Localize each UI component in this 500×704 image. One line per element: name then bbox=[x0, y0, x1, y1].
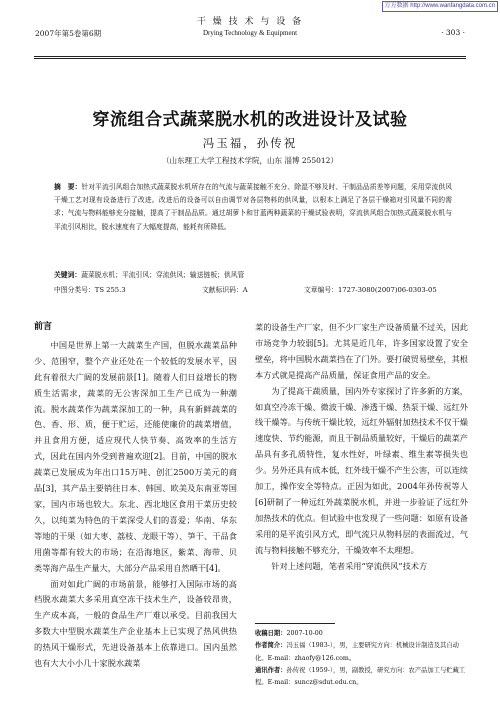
paper-title: 穿流组合式蔬菜脱水机的改进设计及试验 bbox=[92, 110, 408, 130]
authors: 冯玉福，孙传祝 bbox=[202, 136, 298, 150]
database-watermark: 万方数据 http://www.wanfangdata.com.cn bbox=[382, 1, 498, 12]
footnote-label: 作者简介： bbox=[255, 642, 287, 650]
abstract-label: 摘 要： bbox=[54, 183, 82, 191]
issue-info: 2007年第5卷第6期 bbox=[35, 29, 102, 38]
document-code: 文献标识码：A bbox=[202, 286, 248, 294]
keywords-text: 蔬菜脱水机；平流引风；穿流供风；输送链板；供风管 bbox=[81, 271, 245, 279]
keywords-label: 关键词： bbox=[54, 271, 82, 279]
footnote-text: 2007-10-00 bbox=[286, 630, 323, 637]
journal-name-cn: 干 燥 技 术 与 设 备 bbox=[196, 17, 304, 27]
abstract bbox=[54, 181, 452, 234]
article-number: 文章编号：1727-3080(2007)06-0303-05 bbox=[304, 286, 437, 294]
footnote-label: 通讯作者： bbox=[255, 666, 287, 674]
keywords bbox=[54, 269, 452, 279]
body-paragraph: 为了提高干蔬质量，国内外专家探讨了许多新的方案，如真空冷冻干燥、微波干燥、渗透干燥、热泵干燥、远红外线干燥等。与传统干燥比较，远红外辐射加热技术不仅干燥速度快、节约能源，而且干制品质量较好，干燥后的蔬菜产品具有多孔质特性，复水性好，叶绿素、维生素等损失也少。另外还具有成本低，红外线干燥不产生公害，可以连续加工，操作安全等特点。正因为如此，2004年孙传祝等人[6]研制了一种远红外蔬菜脱水机，并进一步验证了远红外加热技术的优点。但试验中也发现了一些问题：如原有设备采用的是平流引风方式，即气流只从物料层的表面流过，气流与物料接触不够充分，干燥效率不太理想。 bbox=[255, 385, 468, 555]
body-column-left bbox=[34, 320, 237, 672]
header-rule bbox=[34, 56, 466, 57]
body-paragraph: 中国是世界上第一大蔬菜生产国，但脱水蔬菜品种少、范围窄，整个产业还处在一个较低的发展水平，因此有着很大广阔的发展前景[1]。随着人们日益增长的物质生活需求，蔬菜的无公害深加工生产已成为一种潮流。脱水蔬菜作为蔬菜深加工的一种，具有新鲜蔬菜的色、香、形、质，便于贮运，还能使廉价的蔬菜增值，并且食用方便，适应现代人快节奏、高效率的生活方式，因此在国内外受到普遍欢迎[2]。目前，中国的脱水蔬菜已发展成为年出口15万吨、创汇2500万美元的商品[3]，其产品主要销往日本、韩国、欧美及东南亚等国家，国内市场也较大。东北、西北地区食用干菜历史较久，以纯菜为特色的干菜深受人们的喜爱；华南、华东等地的干果（如大枣、荔枝、龙眼干等）、笋干、干品食用菌等都有较大的市场；在沿海地区，紫菜、海带、贝类等海产品生产量大，大部分产品采用自然晒干[4]。 bbox=[34, 339, 237, 573]
affiliation: （山东理工大学工程技术学院，山东 淄博 255012） bbox=[162, 156, 338, 165]
footnote-text: 孙传祝（1959-），男，副教授，研究方向：农产品加工与贮藏工程。E-mail：suncz@sdut.edu.cn。 bbox=[255, 666, 466, 687]
footnote-author bbox=[255, 640, 468, 665]
footnote-received bbox=[255, 628, 468, 640]
body-paragraph: 面对如此广阔的市场前景，能够打入国际市场的高档脱水蔬菜大多采用真空冻干技术生产，设备较昂贵，生产成本高，一般的食品生产厂难以承受。目前我国大多数大中型脱水蔬菜生产企业基本上已实现了热风供热的热风干燥形式，先进设备基本上依靠进口。国内虽然也有大大小小几十家脱水蔬菜 bbox=[34, 578, 237, 669]
footnote-corresponding bbox=[255, 665, 468, 690]
footnotes bbox=[255, 628, 468, 689]
clc-number: 中图分类号：TS 255.3 bbox=[54, 286, 126, 294]
journal-header bbox=[35, 16, 465, 38]
abstract-text: 针对平流引风组合加热式蔬菜脱水机所存在的气流与蔬菜接触不充分、除湿不够及时、干制品品质差等问题，采用穿流供风干燥工艺对现有设备进行了改进。改进后的设备可以自由调节对各层物料的供风量，以根本上满足了各层干燥箱对引风量不同的需求；气流与物料能够充分接触，提高了干制品品质。通过胡萝卜和甘蓝两种蔬菜的干燥试验表明，穿流供风组合加热式蔬菜脱水机与平流引风相比，脱水速度有了大幅度提高，能耗有所降低。 bbox=[54, 183, 452, 231]
section-heading: 前言 bbox=[34, 322, 53, 332]
footnote-label: 收稿日期： bbox=[255, 630, 287, 637]
header-rule-thin bbox=[34, 58, 466, 59]
page-number: · 303 · bbox=[441, 28, 465, 37]
body-paragraph: 针对上述问题，笔者采用“穿流供风”技术方 bbox=[271, 560, 428, 571]
body-column-right bbox=[255, 320, 468, 575]
footnote-text: 冯玉福（1983-），男，主要研究方向：机械设计制造及其自动化。E-mail：zhaofy@126.com。 bbox=[255, 642, 459, 662]
journal-name-en: Drying Technology & Equipment bbox=[202, 29, 298, 37]
body-paragraph: 菜的设备生产厂家，但不少厂家生产设备质量不过关，因此市场竞争力较弱[5]。尤其是近几年，许多国家设置了安全壁垒，将中国脱水蔬菜挡在了门外。要打破贸易壁垒，其根本方式就是提高产品质量，保证食用产品的安全。 bbox=[255, 322, 468, 380]
footnote-rule bbox=[255, 623, 335, 624]
